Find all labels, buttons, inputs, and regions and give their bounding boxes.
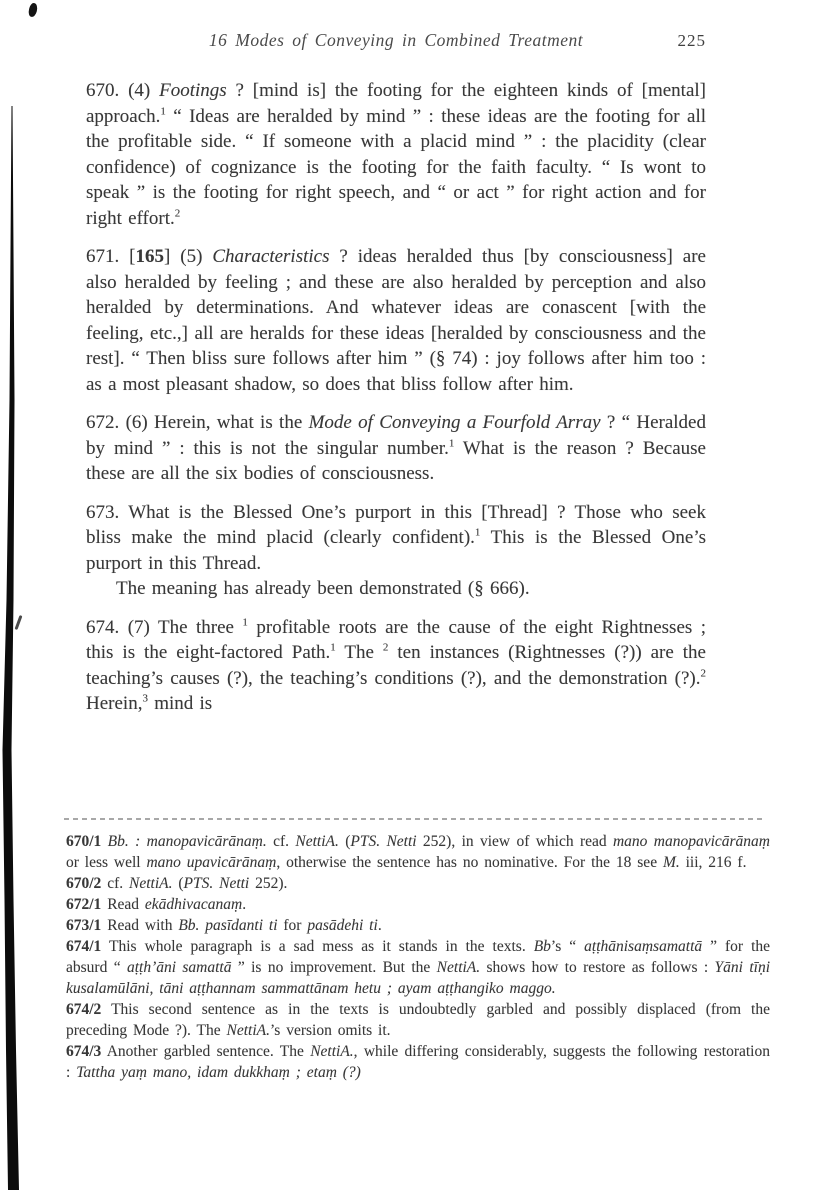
paragraph-673-continuation: The meaning has already been demonstrated (§ 666). [116, 578, 530, 599]
footnote-670-2: 670/2 cf. NettiA. (PTS. Netti 252). [66, 875, 288, 892]
footnote-separator-rule [64, 818, 762, 820]
footnote-672-1: 672/1 Read ekādhivacanaṃ. [66, 896, 247, 913]
page-number: 225 [677, 31, 706, 50]
scan-artifact-left-streak [0, 100, 24, 1195]
scan-artifact-left-tick [15, 615, 23, 630]
footnotes [66, 831, 770, 1083]
paragraph-672: 672. (6) Herein, what is the Mode of Conveying a Fourfold Array ? “ Heralded by mind ” : this is not the singular number.$^1$ What is the reason ? Because these are all the six bodies of consciousness. [86, 412, 706, 484]
page-header [86, 30, 706, 54]
main-text [86, 78, 706, 730]
footnote-673-1: 673/1 Read with Bb. pasīdanti ti for pasādehi ti. [66, 917, 382, 934]
paragraph-670: 670. (4) Footings ? [mind is] the footing for the eighteen kinds of [mental] approach.$^1$ “ Ideas are heralded by mind ” : these ideas are the footing for all the profitable side. “ If someone with a placid mind ” : the placidity (clear confidence) of cognizance is the footing for the faith faculty. “ Is wont to speak ” is the footing for right speech, and “ or act ” for right action and for right effort.$^2$ [86, 80, 707, 229]
footnote-670-1: 670/1 Bb. : manopavicārānaṃ. cf. NettiA. (PTS. Netti 252), in view of which read mano manopavicārānaṃ or less well mano upavicārānaṃ, otherwise the sentence has no nominative. For the 18 see M. iii, 216 f. [66, 833, 770, 871]
paragraph-673: 673. What is the Blessed One’s purport in this [Thread] ? Those who seek bliss make the mind placid (clearly confident).$^1$ This is the Blessed One’s purport in this Thread. [86, 501, 706, 574]
footnote-674-1: 674/1 This whole paragraph is a sad mess as it stands in the texts. Bb’s “ aṭṭhānisaṃsamattā ” for the absurd “ aṭṭh’āni samattā ” is no improvement. But the NettiA. shows how to restore as follows : Yāni tīṇi kusalamūlāni, tāni aṭṭhannam sammattānam hetu ; ayam aṭṭhangiko maggo. [66, 938, 771, 997]
paragraph-671: 671. [165] (5) Characteristics ? ideas heralded thus [by consciousness] are also heralded by feeling ; and these are also heralded by perception and also heralded by determinations. And whatever ideas are conascent [with the feeling, etc.,] all are heralds for these ideas [heralded by consciousness and the rest]. “ Then bliss sure follows after him ” (§ 74) : joy follows after him too : as a most pleasant shadow, so does that bliss follow after him. [86, 246, 706, 395]
running-title: 16 Modes of Conveying in Combined Treatment [208, 30, 584, 50]
footnote-674-3: 674/3 Another garbled sentence. The NettiA., while differing considerably, suggests the following restoration : Tattha yaṃ mano, idam dukkhaṃ ; etaṃ (?) [66, 1043, 770, 1081]
footnote-674-2: 674/2 This second sentence as in the texts is undoubtedly garbled and possibly displaced (from the preceding Mode ?). The NettiA.’s version omits it. [66, 1001, 770, 1039]
scan-artifact-top-left-mark [27, 2, 38, 18]
paragraph-674: 674. (7) The three $^1$ profitable roots are the cause of the eight Rightnesses ; this is the eight-factored Path.$^1$ The $^2$ ten instances (Rightnesses (?)) are the teaching’s causes (?), the teaching’s conditions (?), and the demonstration (?).$^2$ Herein,$^3$ mind is [86, 616, 707, 714]
